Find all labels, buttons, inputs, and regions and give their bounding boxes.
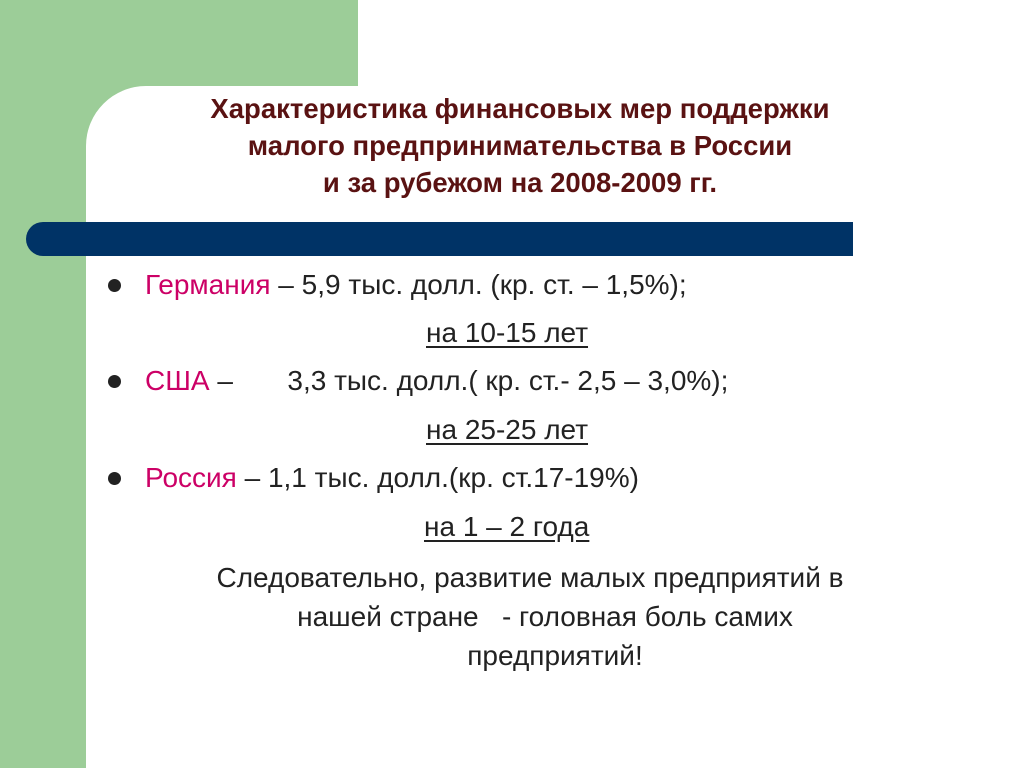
conclusion-line: Следовательно, развитие малых предприятий в	[216, 562, 844, 593]
list-item	[145, 364, 728, 398]
conclusion-line: нашей стране - головная боль самих	[297, 601, 793, 632]
item-text: – 5,9 тыс. долл. (кр. ст. – 1,5%);	[270, 269, 687, 300]
term-text: на 1 – 2 года	[424, 511, 590, 542]
list-item	[145, 268, 687, 302]
country-name: Россия	[145, 462, 237, 493]
item-text: – 3,3 тыс. долл.( кр. ст.- 2,5 – 3,0%);	[209, 365, 729, 396]
slide-title	[100, 90, 940, 201]
title-line: малого предпринимательства в России	[247, 130, 793, 161]
country-name: США	[145, 365, 210, 396]
bullet-dot	[108, 375, 121, 388]
title-line: Характеристика финансовых мер поддержки	[210, 93, 830, 124]
title-divider-bar	[26, 222, 853, 256]
country-name: Германия	[145, 269, 271, 300]
bullet-dot	[108, 472, 121, 485]
list-item	[145, 461, 639, 495]
bullet-dot	[108, 279, 121, 292]
term-text: на 10-15 лет	[426, 317, 589, 348]
item-text: – 1,1 тыс. долл.(кр. ст.17-19%)	[236, 462, 639, 493]
conclusion-text	[110, 558, 950, 675]
term-text: на 25-25 лет	[426, 414, 589, 445]
conclusion-line: предприятий!	[467, 640, 643, 671]
title-line: и за рубежом на 2008-2009 гг.	[322, 167, 718, 198]
